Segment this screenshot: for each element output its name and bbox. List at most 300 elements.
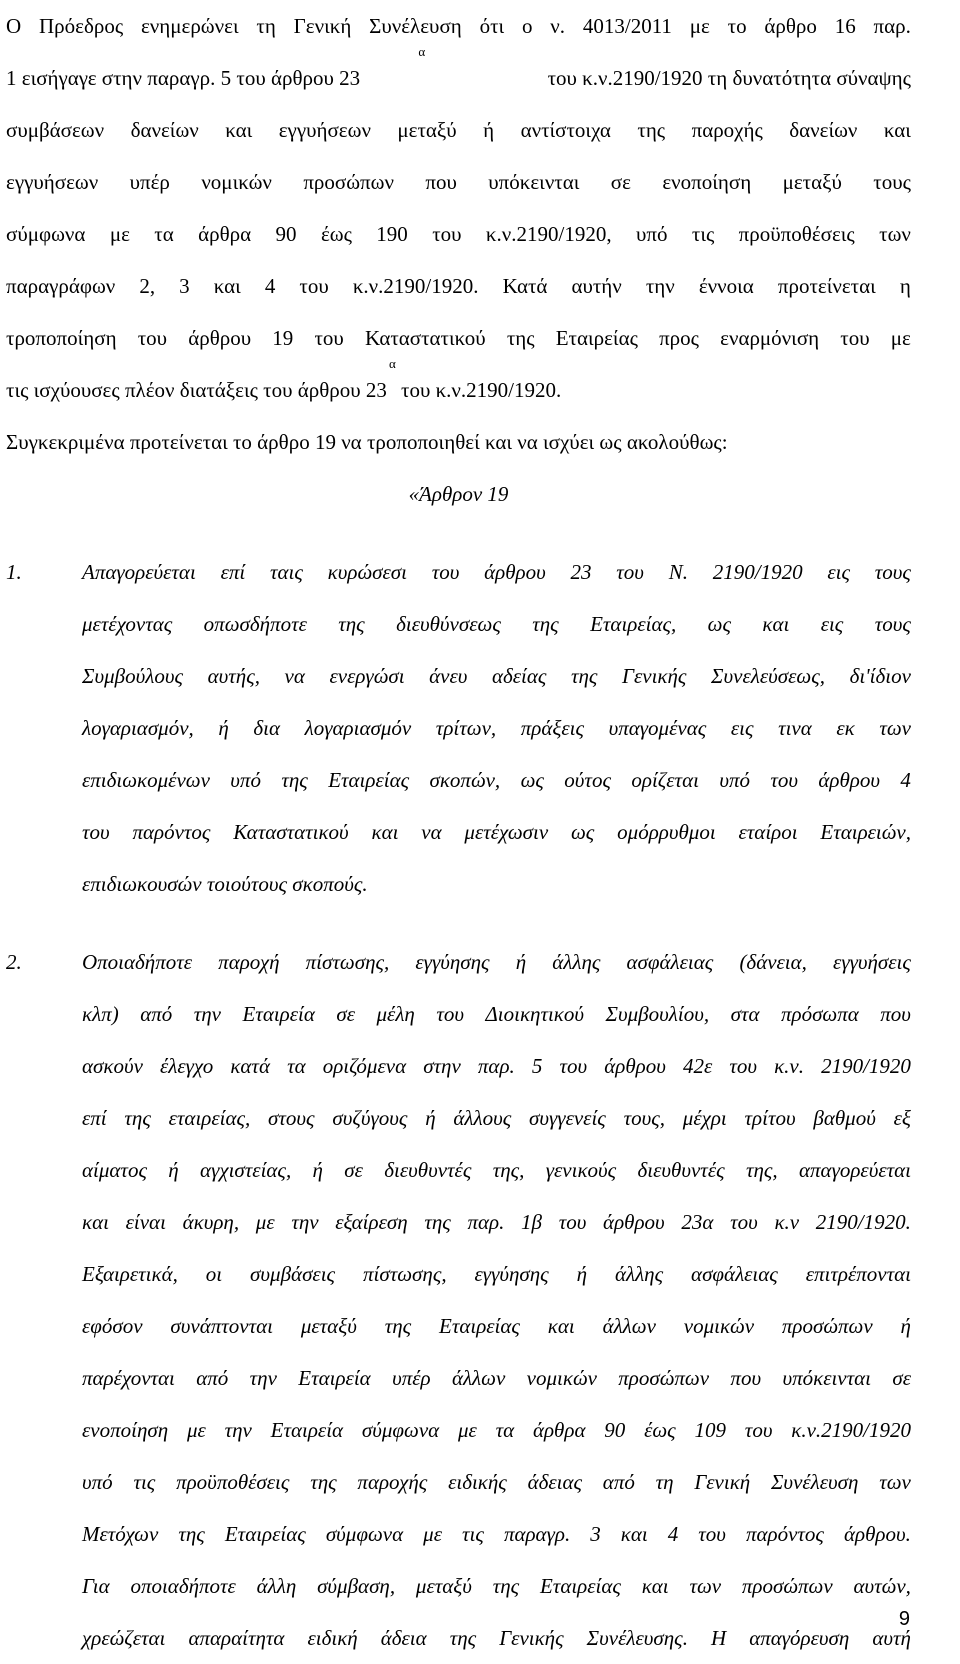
article-item-2 bbox=[6, 936, 911, 1664]
word: ειδικής bbox=[448, 1470, 507, 1494]
article-heading: «Άρθρον 19 bbox=[408, 482, 509, 506]
word: παραγράφων bbox=[6, 274, 116, 298]
word: προϋποθέσεις bbox=[176, 1470, 290, 1494]
word: της bbox=[384, 1314, 412, 1338]
word: του bbox=[137, 326, 168, 350]
word: 90 bbox=[275, 222, 297, 246]
word: διευθύνσεως bbox=[396, 612, 501, 636]
word: την bbox=[645, 274, 675, 298]
word: ή bbox=[218, 716, 229, 740]
word: τη bbox=[655, 1470, 674, 1494]
word: 2190/1920 bbox=[712, 560, 803, 584]
word: υπαγομένας bbox=[608, 716, 707, 740]
word: του bbox=[616, 560, 644, 584]
word: κλπ) bbox=[82, 1002, 119, 1026]
word: σύμβαση, bbox=[317, 1574, 396, 1598]
word: που bbox=[730, 1366, 762, 1390]
text-line bbox=[82, 1144, 911, 1196]
word: άρθρου bbox=[603, 1210, 665, 1234]
word: των bbox=[879, 222, 911, 246]
word: κ.ν.2190/1920 bbox=[791, 1418, 911, 1442]
word: των bbox=[879, 716, 911, 740]
word: με bbox=[109, 222, 130, 246]
word: προϋποθέσεις bbox=[738, 222, 855, 246]
word: δανείων bbox=[130, 118, 199, 142]
word: χρεώζεται bbox=[82, 1626, 166, 1650]
word: η bbox=[899, 274, 911, 298]
text-line: Συγκεκριμένα προτείνεται το άρθρο 19 να τροποποιηθεί και να ισχύει ως ακολούθως: bbox=[6, 430, 728, 454]
text-line bbox=[82, 598, 911, 650]
word: τις bbox=[462, 1522, 484, 1546]
word: παρόντος bbox=[132, 820, 211, 844]
word: ενημερώνει bbox=[140, 14, 239, 38]
word: Ο bbox=[6, 14, 22, 38]
word: κυρώσεσι bbox=[327, 560, 407, 584]
word: μεταξύ bbox=[782, 170, 842, 194]
word: παρ. bbox=[477, 1054, 515, 1078]
word: άλλων bbox=[451, 1366, 506, 1390]
word: σκοπών, bbox=[429, 768, 501, 792]
word: πρόσωπα bbox=[780, 1002, 859, 1026]
word: Συμβούλους bbox=[82, 664, 184, 688]
item-body bbox=[82, 936, 911, 1664]
word: ενοποίηση bbox=[82, 1418, 169, 1442]
word: Απαγορεύεται bbox=[82, 560, 196, 584]
word: τα bbox=[495, 1418, 515, 1442]
word: 5 bbox=[531, 1054, 543, 1078]
word: σε bbox=[344, 1158, 363, 1182]
word: λογαριασμόν bbox=[304, 716, 412, 740]
word: απαγόρευση bbox=[749, 1626, 850, 1650]
text-line-start: 1 εισήγαγε στην παραγρ. 5 του άρθρου 23 bbox=[6, 66, 361, 90]
word: άρθρου bbox=[818, 768, 881, 792]
text-line bbox=[82, 1040, 911, 1092]
word: του bbox=[729, 1054, 757, 1078]
word: Εταιρεία bbox=[298, 1366, 371, 1390]
word: διευθυντές bbox=[637, 1158, 725, 1182]
word: του bbox=[436, 1002, 464, 1026]
word: 1β bbox=[521, 1210, 543, 1234]
word: ή bbox=[483, 118, 495, 142]
document-page bbox=[6, 0, 911, 1664]
word: οριζόμενα bbox=[322, 1054, 407, 1078]
word: ή bbox=[168, 1158, 179, 1182]
word: ως bbox=[570, 820, 595, 844]
text-line bbox=[82, 1508, 911, 1560]
word: διευθυντές bbox=[384, 1158, 472, 1182]
word: Συνελεύσεως, bbox=[711, 664, 825, 688]
word: σύμφωνα bbox=[6, 222, 86, 246]
word: ν. bbox=[550, 14, 566, 38]
word: εγγυήσεων bbox=[6, 170, 99, 194]
word: αίματος bbox=[82, 1158, 147, 1182]
word: δια bbox=[253, 716, 281, 740]
word: με bbox=[255, 1210, 275, 1234]
word: προτείνεται bbox=[777, 274, 876, 298]
word: Διοικητικού bbox=[485, 1002, 585, 1026]
word: επί bbox=[82, 1106, 107, 1130]
word: εγγύησης bbox=[474, 1262, 549, 1286]
word: του bbox=[840, 326, 870, 350]
word: νομικών bbox=[201, 170, 272, 194]
word: την bbox=[224, 1418, 252, 1442]
word: προσώπων bbox=[741, 1574, 833, 1598]
word: ειδική bbox=[307, 1626, 358, 1650]
word: αγχιστείας, bbox=[200, 1158, 292, 1182]
word: Εταιρεία bbox=[270, 1418, 344, 1442]
word: άδειας bbox=[527, 1470, 583, 1494]
word: 4 bbox=[667, 1522, 679, 1546]
word: της bbox=[532, 612, 559, 636]
text-line bbox=[82, 1248, 911, 1300]
word: 4 bbox=[900, 768, 911, 792]
word: Εταιρείας bbox=[539, 1574, 621, 1598]
word: της bbox=[637, 118, 666, 142]
word: που bbox=[425, 170, 457, 194]
word: αντίστοιχα bbox=[520, 118, 611, 142]
word: ο bbox=[521, 14, 533, 38]
word: γενικούς bbox=[545, 1158, 617, 1182]
word: υπόκεινται bbox=[782, 1366, 871, 1390]
word: ταις bbox=[269, 560, 303, 584]
word: μετέχοντας bbox=[82, 612, 173, 636]
word: άλλης bbox=[552, 950, 601, 974]
word: 190 bbox=[376, 222, 408, 246]
item-number: 2. bbox=[6, 950, 22, 974]
word: με bbox=[457, 1418, 477, 1442]
word: παρ. bbox=[467, 1210, 505, 1234]
word: Εταιρειών, bbox=[820, 820, 911, 844]
word: Γενικής bbox=[499, 1626, 564, 1650]
word: το bbox=[727, 14, 747, 38]
word: λογαριασμόν, bbox=[82, 716, 194, 740]
word: να bbox=[284, 664, 305, 688]
word: ορίζεται bbox=[631, 768, 699, 792]
word: τις bbox=[691, 222, 715, 246]
word: της bbox=[338, 612, 365, 636]
text-line bbox=[82, 806, 911, 858]
word: άρθρα bbox=[198, 222, 252, 246]
word: 2190/1920. bbox=[815, 1210, 911, 1234]
text-line bbox=[82, 702, 911, 754]
word: ενεργώσι bbox=[329, 664, 405, 688]
word: εις bbox=[820, 612, 844, 636]
word: αυτών, bbox=[853, 1574, 911, 1598]
word: άρθρου bbox=[604, 1054, 666, 1078]
word: Γενική bbox=[293, 14, 352, 38]
word: της bbox=[492, 1574, 520, 1598]
word: Οποιαδήποτε bbox=[82, 950, 193, 974]
word: πίστωσης, bbox=[305, 950, 390, 974]
word: στους bbox=[268, 1106, 315, 1130]
word: ή bbox=[576, 1262, 588, 1286]
word: 42ε bbox=[682, 1054, 713, 1078]
word: και bbox=[641, 1574, 669, 1598]
intro-paragraph bbox=[6, 0, 911, 468]
word: του bbox=[559, 1054, 588, 1078]
word: της bbox=[281, 768, 308, 792]
word: εγγυήσεις bbox=[833, 950, 911, 974]
word: ως bbox=[520, 768, 544, 792]
word: τους bbox=[874, 612, 911, 636]
word: τινα bbox=[778, 716, 812, 740]
superscript-alpha: α bbox=[418, 44, 426, 59]
text-line: επιδιωκουσών τοιούτους σκοπούς. bbox=[82, 872, 368, 896]
word: μέλη bbox=[376, 1002, 415, 1026]
word: τρίτων, bbox=[435, 716, 497, 740]
word: και bbox=[82, 1210, 109, 1234]
word: Γενικής bbox=[622, 664, 687, 688]
word: άρθρου bbox=[188, 326, 252, 350]
word: υπέρ bbox=[129, 170, 170, 194]
word: κατά bbox=[230, 1054, 270, 1078]
word: έλεγχο bbox=[160, 1054, 214, 1078]
word: συζύγους bbox=[332, 1106, 408, 1130]
text-line bbox=[6, 312, 911, 364]
word: Συνέλευσης. bbox=[586, 1626, 688, 1650]
word: αυτής, bbox=[207, 664, 260, 688]
word: υπό bbox=[82, 1470, 113, 1494]
word: ή bbox=[425, 1106, 436, 1130]
text-line bbox=[82, 1196, 911, 1248]
word: από bbox=[140, 1002, 173, 1026]
word: τρίτου bbox=[744, 1106, 796, 1130]
word: ομόρρυθμοι bbox=[617, 820, 716, 844]
text-line bbox=[82, 650, 911, 702]
word: οπωσδήποτε bbox=[203, 612, 307, 636]
word: των bbox=[879, 1470, 911, 1494]
word: εναρμόνιση bbox=[720, 326, 820, 350]
word: έως bbox=[644, 1418, 676, 1442]
text-line bbox=[82, 1300, 911, 1352]
word: Εταιρείας bbox=[555, 326, 638, 350]
word: Κατά bbox=[502, 274, 548, 298]
word: Εξαιρετικά, bbox=[82, 1262, 178, 1286]
word: να bbox=[421, 820, 442, 844]
word: (δάνεια, bbox=[739, 950, 807, 974]
word: εξ bbox=[893, 1106, 911, 1130]
text-line bbox=[6, 260, 911, 312]
text-line bbox=[82, 936, 911, 988]
word: είναι bbox=[125, 1210, 166, 1234]
word: και bbox=[620, 1522, 648, 1546]
word: από bbox=[602, 1470, 635, 1494]
word: υπόκεινται bbox=[488, 170, 580, 194]
word: παροχής bbox=[357, 1470, 428, 1494]
word: Εταιρείας bbox=[439, 1314, 520, 1338]
word: και bbox=[225, 118, 253, 142]
word: εταιρείας, bbox=[168, 1106, 251, 1130]
word: συμβάσεων bbox=[6, 118, 105, 142]
word: και bbox=[547, 1314, 575, 1338]
word: του bbox=[744, 1418, 773, 1442]
item-number: 1. bbox=[6, 560, 22, 584]
word: έννοια bbox=[698, 274, 754, 298]
word: απαραίτητα bbox=[188, 1626, 285, 1650]
word: του bbox=[432, 222, 462, 246]
word: ασφάλειας bbox=[626, 950, 714, 974]
word: Συνέλευση bbox=[770, 1470, 859, 1494]
word: άδεια bbox=[380, 1626, 427, 1650]
text-line bbox=[82, 1092, 911, 1144]
word: μεταξύ bbox=[300, 1314, 357, 1338]
word: ή bbox=[312, 1158, 323, 1182]
word: 19 bbox=[272, 326, 294, 350]
word: απαγορεύεται bbox=[799, 1158, 911, 1182]
word: Συνέλευση bbox=[369, 14, 462, 38]
word: δανείων bbox=[789, 118, 858, 142]
word: εγγυήσεων bbox=[278, 118, 371, 142]
word: επιδιωκομένων bbox=[82, 768, 210, 792]
word: άνευ bbox=[429, 664, 468, 688]
word: με bbox=[186, 1418, 206, 1442]
word: παραγρ. bbox=[503, 1522, 571, 1546]
word: άρθρου bbox=[484, 560, 546, 584]
word: 109 bbox=[694, 1418, 726, 1442]
word: σε bbox=[610, 170, 631, 194]
word: τη bbox=[256, 14, 276, 38]
word: σύμφωνα bbox=[361, 1418, 440, 1442]
word: της bbox=[506, 326, 535, 350]
word: υπό bbox=[230, 768, 261, 792]
word: βαθμού bbox=[813, 1106, 876, 1130]
word: παρόντος bbox=[745, 1522, 824, 1546]
word: άλλης bbox=[614, 1262, 664, 1286]
word: τροποποίηση bbox=[6, 326, 117, 350]
text-line bbox=[6, 208, 911, 260]
text-line-start: τις ισχύουσες πλέον διατάξεις του άρθρου 23 bbox=[6, 378, 387, 402]
word: επιτρέπονται bbox=[805, 1262, 911, 1286]
word: κ.ν.2190/1920. bbox=[352, 274, 479, 298]
word: προσώπων bbox=[303, 170, 394, 194]
word: μεταξύ bbox=[397, 118, 457, 142]
word: παροχή bbox=[218, 950, 280, 974]
word: Πρόεδρος bbox=[38, 14, 124, 38]
word: εις bbox=[730, 716, 754, 740]
text-line bbox=[6, 44, 911, 104]
word: Για bbox=[82, 1574, 110, 1598]
word: στα bbox=[730, 1002, 760, 1026]
word: Εταιρείας bbox=[224, 1522, 306, 1546]
word: επί bbox=[220, 560, 246, 584]
word: πράξεις bbox=[520, 716, 584, 740]
text-line-end: του κ.ν.2190/1920. bbox=[401, 378, 562, 402]
word: τους bbox=[873, 170, 911, 194]
text-line bbox=[6, 156, 911, 208]
word: τα bbox=[287, 1054, 306, 1078]
word: και bbox=[213, 274, 241, 298]
word: στην bbox=[423, 1054, 461, 1078]
word: της bbox=[178, 1522, 205, 1546]
word: νομικών bbox=[683, 1314, 755, 1338]
word: κ.ν. bbox=[774, 1054, 804, 1078]
word: σε bbox=[892, 1366, 911, 1390]
word: του bbox=[314, 326, 344, 350]
word: της bbox=[424, 1210, 451, 1234]
text-line bbox=[6, 104, 911, 156]
word: με bbox=[689, 14, 710, 38]
word: των bbox=[689, 1574, 722, 1598]
word: και bbox=[762, 612, 790, 636]
word: ότι bbox=[479, 14, 505, 38]
word: εκ bbox=[836, 716, 855, 740]
text-line bbox=[6, 356, 911, 416]
word: εφόσον bbox=[82, 1314, 143, 1338]
word: συνάπτονται bbox=[170, 1314, 273, 1338]
word: του bbox=[431, 560, 460, 584]
word: άρθρο bbox=[764, 14, 817, 38]
word: την bbox=[291, 1210, 319, 1234]
word: της bbox=[449, 1626, 477, 1650]
word: εταίροι bbox=[738, 820, 798, 844]
word: άρθρα bbox=[532, 1418, 586, 1442]
word: του bbox=[770, 768, 799, 792]
word: και bbox=[371, 820, 399, 844]
text-line bbox=[82, 1560, 911, 1612]
page-number: 9 bbox=[898, 1608, 910, 1630]
word: 23α bbox=[681, 1210, 714, 1234]
word: συγγενείς bbox=[529, 1106, 606, 1130]
word: μετέχωσιν bbox=[464, 820, 549, 844]
word: 2, bbox=[139, 274, 156, 298]
word: αυτή bbox=[872, 1626, 911, 1650]
word: οποιαδήποτε bbox=[130, 1574, 236, 1598]
text-line bbox=[82, 1404, 911, 1456]
word: από bbox=[196, 1366, 229, 1390]
text-line-end: του κ.ν.2190/1920 τη δυνατότητα σύναψης bbox=[547, 66, 911, 90]
word: 3 bbox=[179, 274, 190, 298]
word: ούτος bbox=[564, 768, 611, 792]
word: 16 bbox=[834, 14, 856, 38]
word: υπέρ bbox=[392, 1366, 431, 1390]
word: μέχρι bbox=[682, 1106, 727, 1130]
word: εγγύησης bbox=[415, 950, 490, 974]
superscript-alpha: α bbox=[388, 356, 396, 371]
word: του bbox=[82, 820, 110, 844]
word: 2190/1920 bbox=[821, 1054, 911, 1078]
word: άλλους bbox=[453, 1106, 512, 1130]
word: της bbox=[124, 1106, 151, 1130]
word: ενοποίηση bbox=[662, 170, 752, 194]
word: 23 bbox=[570, 560, 592, 584]
word: προς bbox=[659, 326, 699, 350]
word: Εταιρείας bbox=[328, 768, 410, 792]
word: Η bbox=[711, 1626, 727, 1650]
word: ασκούν bbox=[82, 1054, 143, 1078]
word: Εταιρεία bbox=[242, 1002, 315, 1026]
word: και bbox=[883, 118, 911, 142]
word: Μετόχων bbox=[82, 1522, 159, 1546]
text-line bbox=[6, 0, 911, 52]
text-line bbox=[82, 546, 911, 598]
word: 3 bbox=[590, 1522, 601, 1546]
word: με bbox=[423, 1522, 442, 1546]
word: κ.ν.2190/1920, bbox=[485, 222, 612, 246]
word: Καταστατικού bbox=[364, 326, 486, 350]
word: του bbox=[730, 1210, 758, 1234]
word: που bbox=[880, 1002, 911, 1026]
word: δι'ίδιον bbox=[849, 664, 911, 688]
word: υπό bbox=[719, 768, 750, 792]
word: ή bbox=[515, 950, 527, 974]
word: προσώπων bbox=[618, 1366, 710, 1390]
word: οι bbox=[205, 1262, 223, 1286]
word: της bbox=[571, 664, 598, 688]
word: εις bbox=[827, 560, 850, 584]
word: Συμβουλίου, bbox=[605, 1002, 710, 1026]
word: αδείας bbox=[491, 664, 547, 688]
word: ασφάλειας bbox=[691, 1262, 778, 1286]
